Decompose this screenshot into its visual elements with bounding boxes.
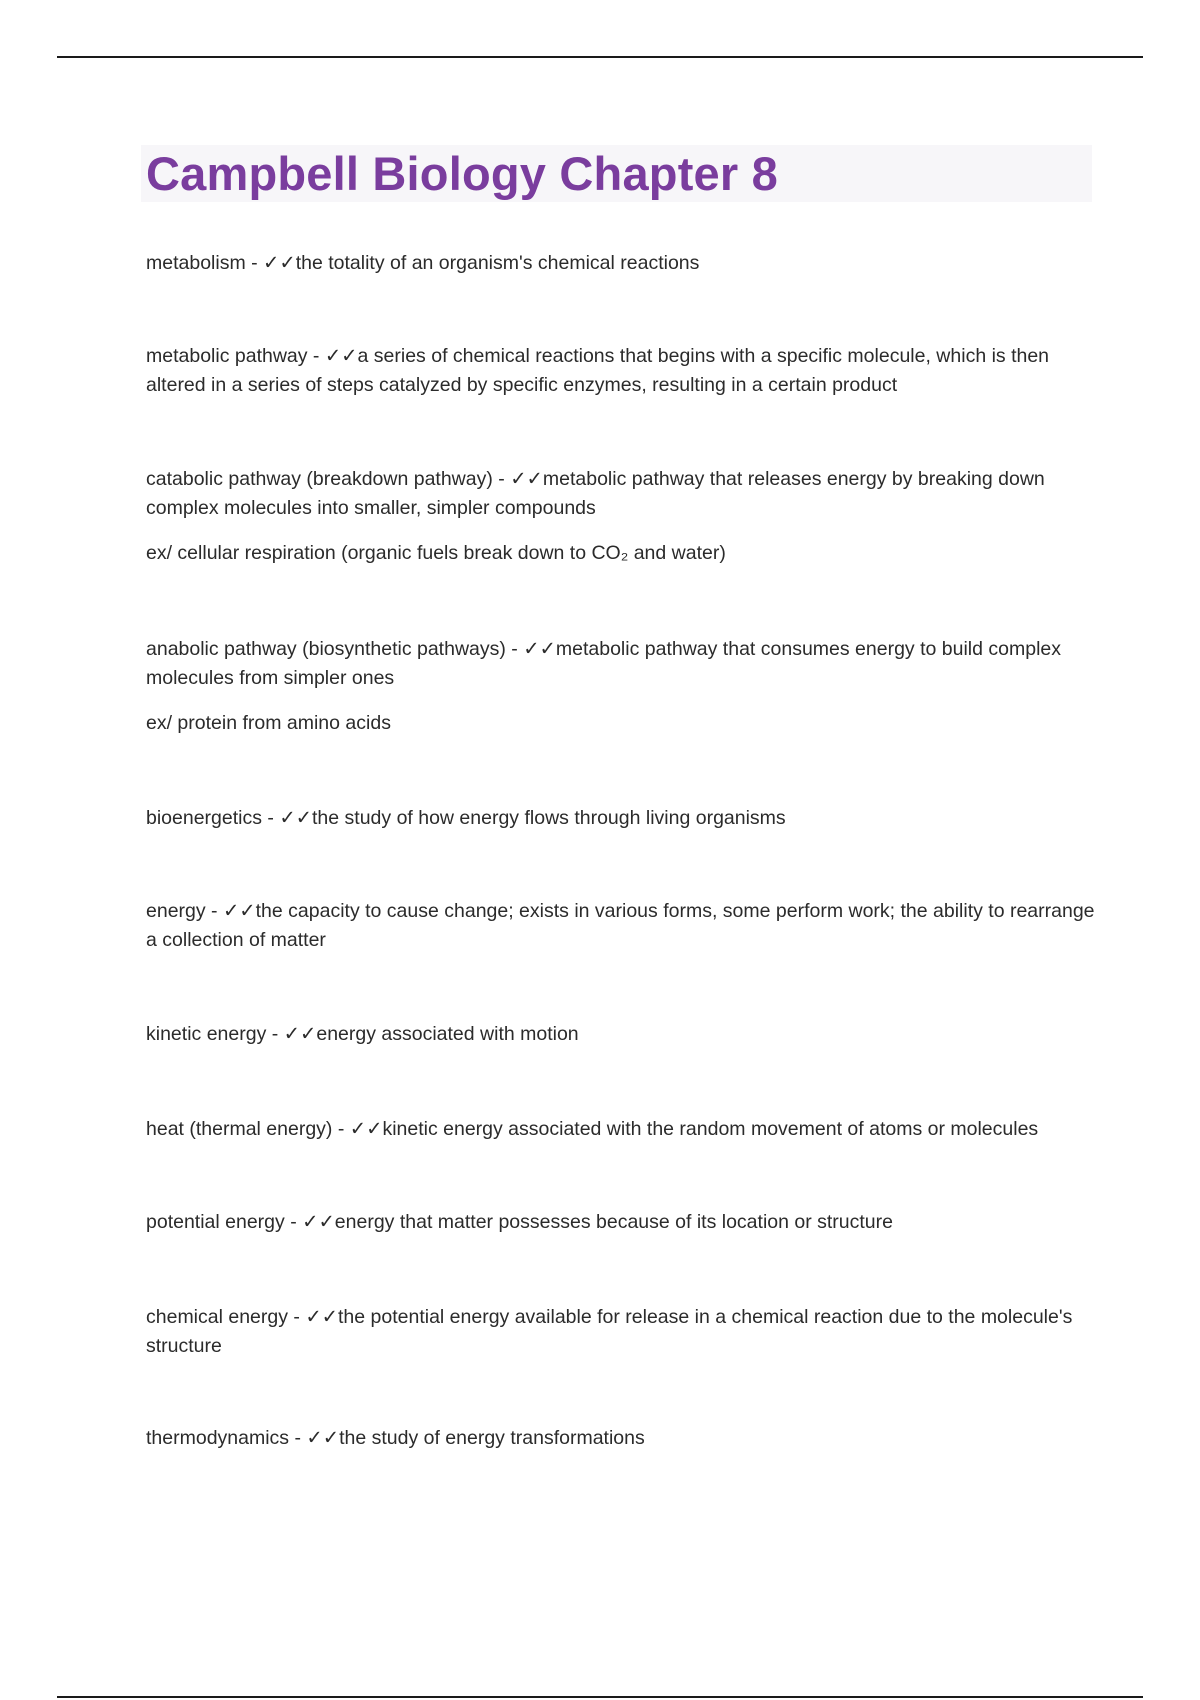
entry-separator: - ✓✓ xyxy=(262,807,313,829)
entry-term: metabolic pathway xyxy=(146,345,308,367)
entry-definition: the capacity to cause change; exists in various forms, some perform work; the ability to rearrange a collection of matter xyxy=(146,900,1095,951)
entry-metabolism xyxy=(146,249,1096,278)
entry-term: kinetic energy xyxy=(146,1023,267,1045)
entry-kinetic-energy xyxy=(146,1020,1096,1049)
entry-separator: - ✓✓ xyxy=(492,468,543,490)
entry-term: anabolic pathway (biosynthetic pathways) xyxy=(146,638,506,660)
title-band xyxy=(141,145,1092,202)
page-title: Campbell Biology Chapter 8 xyxy=(146,147,778,200)
entry-term: energy xyxy=(146,900,206,922)
entry-definition: metabolic pathway that releases energy by breaking down complex molecules into smaller, simpler compounds xyxy=(146,468,1045,519)
entry-chemical-energy xyxy=(146,1303,1096,1361)
entry-catabolic-pathway xyxy=(146,465,1096,523)
entry-definition: the totality of an organism's chemical reactions xyxy=(295,252,700,274)
entry-separator: - ✓✓ xyxy=(332,1118,383,1140)
entry-definition: kinetic energy associated with the random movement of atoms or molecules xyxy=(382,1118,1039,1140)
entry-term: bioenergetics xyxy=(146,807,262,829)
entry-heat xyxy=(146,1115,1096,1144)
entry-separator: - ✓✓ xyxy=(287,1306,338,1328)
entry-thermodynamics xyxy=(146,1424,1096,1453)
entry-metabolic-pathway xyxy=(146,342,1096,400)
entry-term: metabolism xyxy=(146,252,246,274)
entry-potential-energy xyxy=(146,1208,1096,1237)
entry-definition: energy associated with motion xyxy=(316,1023,579,1045)
entry-term: thermodynamics xyxy=(146,1427,290,1449)
entry-separator: - ✓✓ xyxy=(289,1427,340,1449)
entry-term: potential energy xyxy=(146,1211,285,1233)
entry-example: ex/ protein from amino acids xyxy=(146,712,391,734)
entry-separator: - ✓✓ xyxy=(307,345,358,367)
entry-separator: - ✓✓ xyxy=(205,900,256,922)
entry-energy xyxy=(146,897,1096,955)
entry-separator: - ✓✓ xyxy=(284,1211,335,1233)
bottom-rule xyxy=(57,1696,1143,1698)
entry-term: chemical energy xyxy=(146,1306,288,1328)
entry-definition: the potential energy available for release in a chemical reaction due to the molecule's structure xyxy=(146,1306,1073,1357)
entry-bioenergetics xyxy=(146,804,1096,833)
entry-term: heat (thermal energy) xyxy=(146,1118,333,1140)
entry-example: ex/ cellular respiration (organic fuels break down to CO₂ and water) xyxy=(146,542,726,564)
entry-separator: - ✓✓ xyxy=(266,1023,317,1045)
entry-separator: - ✓✓ xyxy=(505,638,556,660)
entry-separator: - ✓✓ xyxy=(245,252,296,274)
entry-definition: energy that matter possesses because of its location or structure xyxy=(334,1211,893,1233)
entry-definition: a series of chemical reactions that begins with a specific molecule, which is then altered in a series of steps catalyzed by specific enzymes, resulting in a certain product xyxy=(146,345,1050,396)
entry-definition: the study of how energy flows through living organisms xyxy=(312,807,786,829)
entry-definition: metabolic pathway that consumes energy to build complex molecules from simpler ones xyxy=(146,638,1061,689)
entry-anabolic-pathway xyxy=(146,635,1096,693)
entry-definition: the study of energy transformations xyxy=(339,1427,645,1449)
top-rule xyxy=(57,56,1143,58)
entry-term: catabolic pathway (breakdown pathway) xyxy=(146,468,493,490)
